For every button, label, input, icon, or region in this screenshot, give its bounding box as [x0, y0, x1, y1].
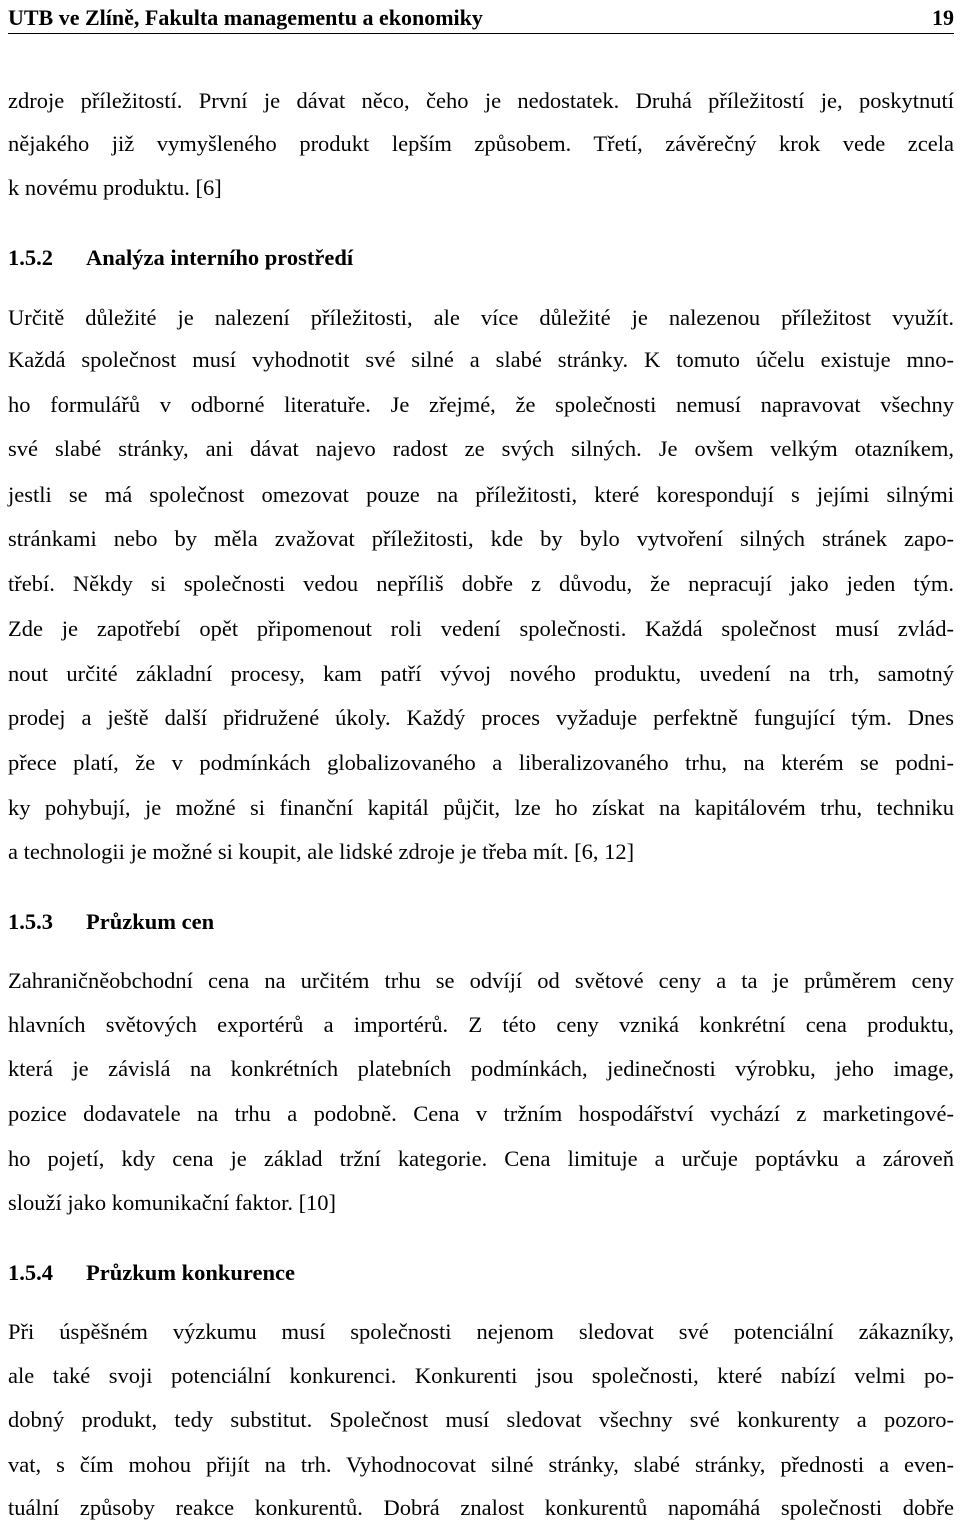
section-title: Analýza interního prostředí: [86, 245, 354, 270]
paragraph-line: tuální způsoby reakce konkurentů. Dobrá znalost konkurentů napomáhá společnosti dobře: [8, 1495, 954, 1520]
paragraph-line: k novému produktu. [6]: [8, 175, 222, 200]
paragraph-line: ho formulářů v odborné literatuře. Je zřejmé, že společnosti nemusí napravovat všechny: [8, 392, 954, 417]
section-number: 1.5.2: [8, 245, 53, 270]
paragraph-line: a technologii je možné si koupit, ale lidské zdroje je třeba mít. [6, 12]: [8, 839, 635, 864]
paragraph-line: ale také svoji potenciální konkurenci. Konkurenti jsou společnosti, které nabízí velmi po-: [8, 1363, 954, 1388]
section-title: Průzkum konkurence: [86, 1260, 295, 1285]
paragraph-line: slouží jako komunikační faktor. [10]: [8, 1190, 337, 1215]
paragraph-line: nějakého již vymyšleného produkt lepším způsobem. Třetí, závěrečný krok vede zcela: [8, 131, 954, 156]
paragraph-line: zdroje příležitostí. První je dávat něco, čeho je nedostatek. Druhá příležitostí je, poskytnutí: [8, 88, 954, 113]
paragraph-line: hlavních světových exportérů a importérů. Z této ceny vzniká konkrétní cena produktu,: [8, 1012, 954, 1037]
paragraph-line: třebí. Někdy si společnosti vedou nepříliš dobře z důvodu, že nepracují jako jeden tým.: [8, 571, 954, 596]
paragraph-line: jestli se má společnost omezovat pouze na příležitosti, které korespondují s jejími silnými: [8, 482, 954, 507]
paragraph-line: dobný produkt, tedy substitut. Společnost musí sledovat všechny své konkurenty a pozoro-: [8, 1407, 954, 1432]
paragraph-line: Zde je zapotřebí opět připomenout roli vedení společnosti. Každá společnost musí zvlád-: [8, 616, 954, 641]
section-heading: [8, 243, 353, 273]
header-title: UTB ve Zlíně, Fakulta managementu a ekonomiky: [8, 5, 483, 30]
section-number: 1.5.4: [8, 1260, 53, 1285]
section-number: 1.5.3: [8, 909, 53, 934]
paragraph-line: Při úspěšném výzkumu musí společnosti nejenom sledovat své potenciální zákazníky,: [8, 1319, 954, 1344]
section-heading: [8, 1258, 295, 1288]
paragraph-line: která je závislá na konkrétních platebních podmínkách, jedinečnosti výrobku, jeho image,: [8, 1056, 954, 1081]
paragraph-line: přece platí, že v podmínkách globalizovaného a liberalizovaného trhu, na kterém se podni-: [8, 750, 954, 775]
paragraph-line: ho pojetí, kdy cena je základ tržní kategorie. Cena limituje a určuje poptávku a zároveň: [8, 1146, 954, 1171]
section-title: Průzkum cen: [86, 909, 215, 934]
paragraph-line: prodej a ještě další přidružené úkoly. Každý proces vyžaduje perfektně fungující tým. Dnes: [8, 705, 954, 730]
paragraph-line: ky pohybují, je možné si finanční kapitál půjčit, lze ho získat na kapitálovém trhu, techniku: [8, 795, 954, 820]
paragraph-line: nout určité základní procesy, kam patří vývoj nového produktu, uvedení na trh, samotný: [8, 661, 954, 686]
paragraph-line: Každá společnost musí vyhodnotit své silné a slabé stránky. K tomuto účelu existuje mno-: [8, 347, 954, 372]
paragraph-line: Zahraničněobchodní cena na určitém trhu se odvíjí od světové ceny a ta je průměrem ceny: [8, 968, 954, 993]
header-rule: [8, 33, 954, 34]
paragraph-line: stránkami nebo by měla zvažovat příležitosti, kde by bylo vytvoření silných stránek zapo-: [8, 526, 954, 551]
paragraph-line: své slabé stránky, ani dávat najevo radost ze svých silných. Je ovšem velkým otazníkem,: [8, 436, 954, 461]
paragraph-line: vat, s čím mohou přijít na trh. Vyhodnocovat silné stránky, slabé stránky, přednosti a even-: [8, 1452, 954, 1477]
section-heading: [8, 907, 214, 937]
paragraph-line: Určitě důležité je nalezení příležitosti, ale více důležité je nalezenou příležitost využít.: [8, 305, 954, 330]
running-header: [8, 0, 954, 31]
paragraph-line: pozice dodavatele na trhu a podobně. Cena v tržním hospodářství vychází z marketingové-: [8, 1101, 954, 1126]
page-number: 19: [932, 5, 954, 30]
